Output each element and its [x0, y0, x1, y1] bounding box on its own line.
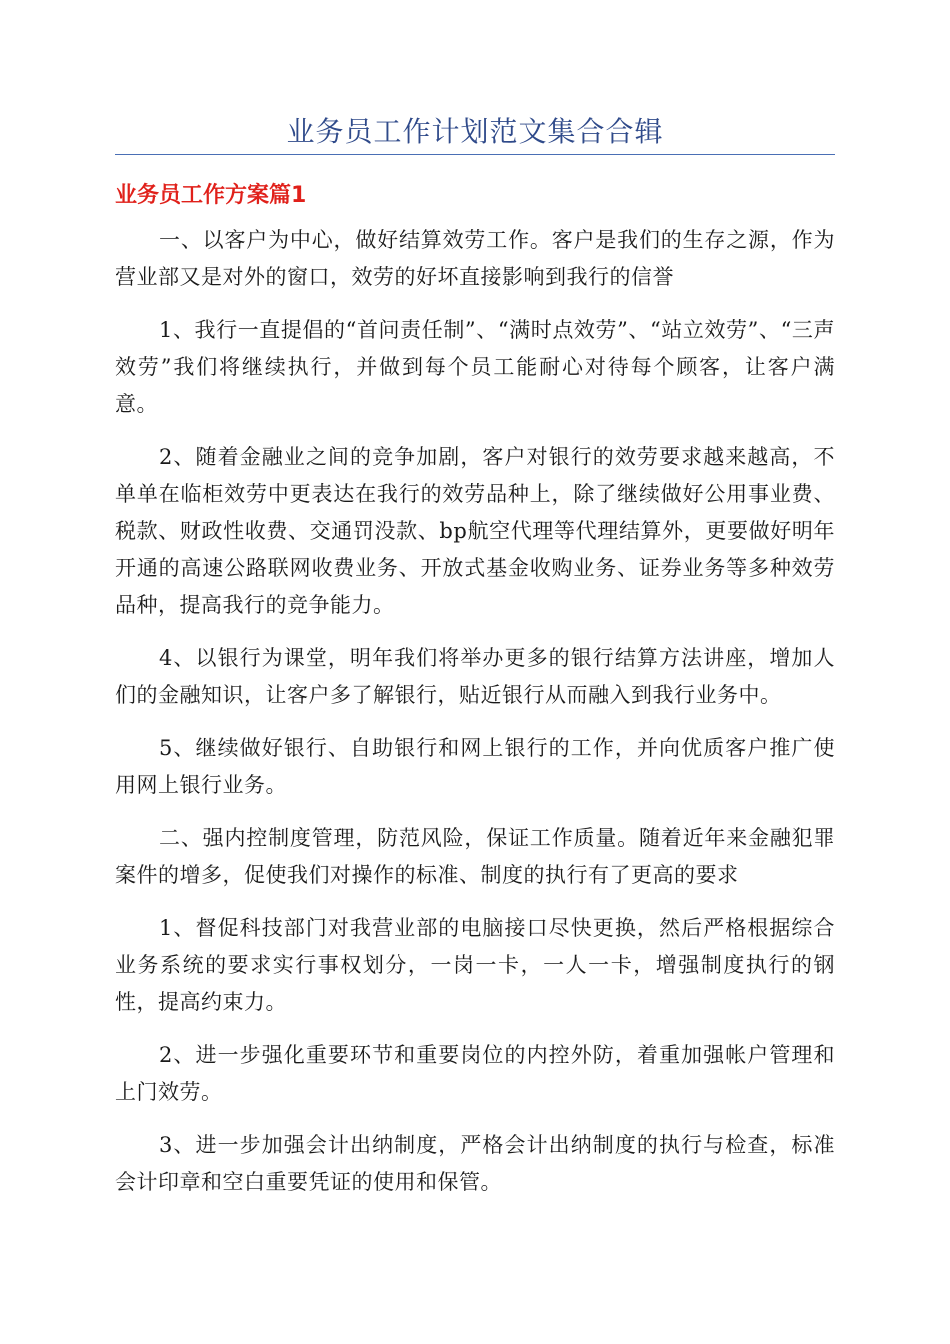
paragraph: 1、我行一直提倡的“首问责任制”、“满时点效劳”、“站立效劳”、“三声效劳”我们将继续执行，并做到每个员工能耐心对待每个顾客，让客户满意。	[115, 318, 835, 416]
document-body	[115, 222, 835, 1217]
paragraph: 一、以客户为中心，做好结算效劳工作。客户是我们的生存之源，作为营业部又是对外的窗口，效劳的好坏直接影响到我行的信誉	[115, 228, 835, 289]
paragraph: 1、督促科技部门对我营业部的电脑接口尽快更换，然后严格根据综合业务系统的要求实行事权划分，一岗一卡，一人一卡，增强制度执行的钢性，提高约束力。	[115, 916, 835, 1014]
document-title: 业务员工作计划范文集合合辑	[286, 115, 664, 148]
paragraph: 2、进一步强化重要环节和重要岗位的内控外防，着重加强帐户管理和上门效劳。	[115, 1043, 835, 1104]
paragraph: 二、强内控制度管理，防范风险，保证工作质量。随着近年来金融犯罪案件的增多，促使我们对操作的标准、制度的执行有了更高的要求	[115, 826, 835, 887]
title-underline	[115, 154, 835, 155]
paragraph: 5、继续做好银行、自助银行和网上银行的工作，并向优质客户推广使用网上银行业务。	[115, 736, 835, 797]
paragraph: 3、进一步加强会计出纳制度，严格会计出纳制度的执行与检查，标准会计印章和空白重要凭证的使用和保管。	[115, 1133, 835, 1194]
paragraph: 4、以银行为课堂，明年我们将举办更多的银行结算方法讲座，增加人们的金融知识，让客户多了解银行，贴近银行从而融入到我行业务中。	[115, 646, 835, 707]
paragraph: 2、随着金融业之间的竞争加剧，客户对银行的效劳要求越来越高，不单单在临柜效劳中更表达在我行的效劳品种上，除了继续做好公用事业费、税款、财政性收费、交通罚没款、bp航空代理等代理结算外，更要做好明年开通的高速公路联网收费业务、开放式基金收购业务、证券业务等多种效劳品种，提高我行的竞争能力。	[115, 445, 835, 617]
section-heading: 业务员工作方案篇1	[115, 183, 307, 208]
